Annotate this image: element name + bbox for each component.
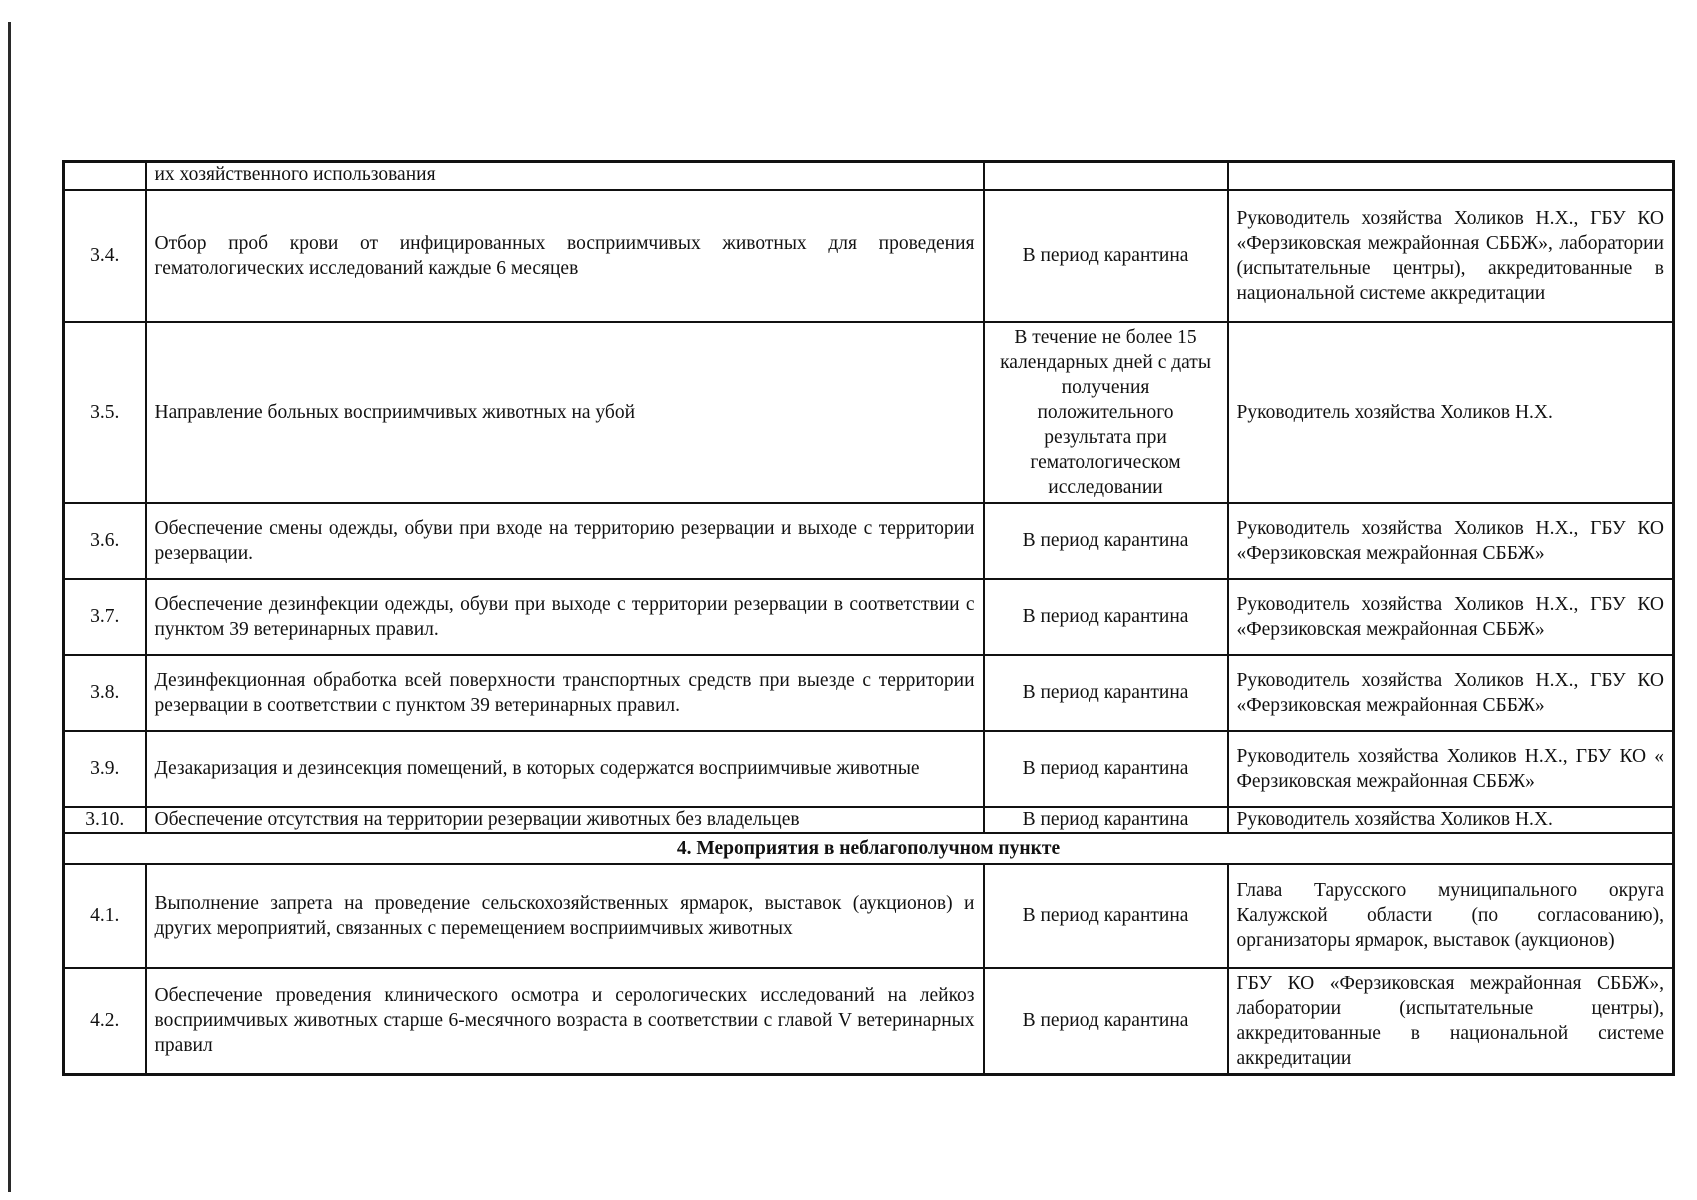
- row-number: 4.1.: [64, 864, 146, 968]
- table-row: [64, 162, 1674, 190]
- row-number: 3.9.: [64, 731, 146, 807]
- event-text: их хозяйственного использования: [146, 162, 984, 190]
- row-number: [64, 162, 146, 190]
- table-row: [64, 968, 1674, 1075]
- table-row: [64, 731, 1674, 807]
- section-title: 4. Мероприятия в неблагополучном пункте: [64, 833, 1674, 864]
- responsible-text: Руководитель хозяйства Холиков Н.Х., ГБУ КО «Ферзиковская межрайонная СББЖ»: [1228, 503, 1674, 579]
- row-number: 3.4.: [64, 190, 146, 322]
- term-text: В течение не более 15 календарных дней с даты получения положительного результата при гематологическом исследовании: [984, 322, 1228, 503]
- event-text: Выполнение запрета на проведение сельскохозяйственных ярмарок, выставок (аукционов) и других мероприятий, связанных с перемещением восприимчивых животных: [146, 864, 984, 968]
- table-row: [64, 864, 1674, 968]
- table-row: [64, 503, 1674, 579]
- term-text: В период карантина: [984, 864, 1228, 968]
- term-text: В период карантина: [984, 731, 1228, 807]
- measures-table: [62, 160, 1675, 1076]
- responsible-text: Руководитель хозяйства Холиков Н.Х., ГБУ КО « Ферзиковская межрайонная СББЖ»: [1228, 731, 1674, 807]
- term-text: В период карантина: [984, 968, 1228, 1075]
- event-text: Обеспечение проведения клинического осмотра и серологических исследований на лейкоз восприимчивых животных старше 6-месячного возраста в соответствии с главой V ветеринарных правил: [146, 968, 984, 1075]
- event-text: Дезинфекционная обработка всей поверхности транспортных средств при выезде с территории резервации в соответствии с пунктом 39 ветеринарных правил.: [146, 655, 984, 731]
- section-header-row: [64, 833, 1674, 864]
- responsible-text: Руководитель хозяйства Холиков Н.Х., ГБУ КО «Ферзиковская межрайонная СББЖ»: [1228, 655, 1674, 731]
- event-text: Дезакаризация и дезинсекция помещений, в которых содержатся восприимчивые животные: [146, 731, 984, 807]
- table-row: [64, 322, 1674, 503]
- event-text: Обеспечение дезинфекции одежды, обуви при выходе с территории резервации в соответствии с пунктом 39 ветеринарных правил.: [146, 579, 984, 655]
- row-number: 3.10.: [64, 807, 146, 833]
- term-text: В период карантина: [984, 503, 1228, 579]
- responsible-text: Глава Тарусского муниципального округа Калужской области (по согласованию), организаторы ярмарок, выставок (аукционов): [1228, 864, 1674, 968]
- responsible-text: Руководитель хозяйства Холиков Н.Х.: [1228, 807, 1674, 833]
- event-text: Обеспечение смены одежды, обуви при входе на территорию резервации и выходе с территории резервации.: [146, 503, 984, 579]
- responsible-text: Руководитель хозяйства Холиков Н.Х.: [1228, 322, 1674, 503]
- row-number: 3.7.: [64, 579, 146, 655]
- row-number: 3.5.: [64, 322, 146, 503]
- responsible-text: Руководитель хозяйства Холиков Н.Х., ГБУ КО «Ферзиковская межрайонная СББЖ»: [1228, 579, 1674, 655]
- table-row: [64, 190, 1674, 322]
- table-row: [64, 579, 1674, 655]
- term-text: [984, 162, 1228, 190]
- responsible-text: ГБУ КО «Ферзиковская межрайонная СББЖ», лаборатории (испытательные центры), аккредитованные в национальной системе аккредитации: [1228, 968, 1674, 1075]
- table-row: [64, 807, 1674, 833]
- scan-edge-line: [8, 22, 11, 1192]
- term-text: В период карантина: [984, 807, 1228, 833]
- row-number: 3.8.: [64, 655, 146, 731]
- term-text: В период карантина: [984, 579, 1228, 655]
- event-text: Обеспечение отсутствия на территории резервации животных без владельцев: [146, 807, 984, 833]
- term-text: В период карантина: [984, 655, 1228, 731]
- responsible-text: Руководитель хозяйства Холиков Н.Х., ГБУ КО «Ферзиковская межрайонная СББЖ», лаборатории (испытательные центры), аккредитованные в национальной системе аккредитации: [1228, 190, 1674, 322]
- event-text: Направление больных восприимчивых животных на убой: [146, 322, 984, 503]
- term-text: В период карантина: [984, 190, 1228, 322]
- event-text: Отбор проб крови от инфицированных восприимчивых животных для проведения гематологических исследований каждые 6 месяцев: [146, 190, 984, 322]
- table-row: [64, 655, 1674, 731]
- row-number: 3.6.: [64, 503, 146, 579]
- row-number: 4.2.: [64, 968, 146, 1075]
- responsible-text: [1228, 162, 1674, 190]
